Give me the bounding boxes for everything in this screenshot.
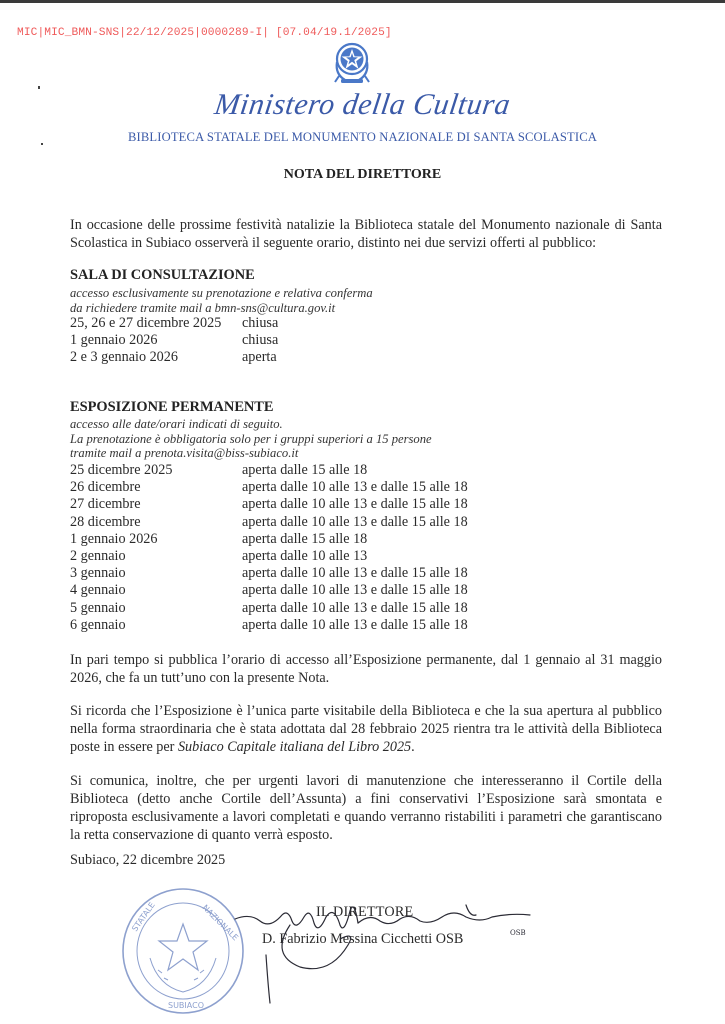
paragraph-exhibition-reminder <box>70 702 662 756</box>
schedule-status: aperta dalle 15 alle 18 <box>242 462 368 478</box>
esposizione-note-line: accesso alle date/orari indicati di seguito. <box>70 417 283 431</box>
schedule-status: aperta dalle 10 alle 13 <box>242 547 368 564</box>
schedule-date: 25 dicembre 2025 <box>70 462 173 478</box>
ministry-name: Ministero della Cultura <box>212 88 513 121</box>
schedule-status: chiusa <box>242 315 279 331</box>
schedule-date: 1 gennaio 2026 <box>70 332 158 349</box>
place-and-date: Subiaco, 22 dicembre 2025 <box>70 852 226 868</box>
esposizione-note-line: La prenotazione è obbligatoria solo per i gruppi superiori a 15 persone <box>70 431 432 446</box>
sala-note-email: da richiedere tramite mail a bmn-sns@cultura.gov.it <box>70 300 336 315</box>
svg-text:STATALE: STATALE <box>130 900 157 934</box>
esposizione-heading: ESPOSIZIONE PERMANENTE <box>70 399 274 415</box>
schedule-status: aperta dalle 10 alle 13 e dalle 15 alle 18 <box>242 565 468 582</box>
signatory-name: D. Fabrizio Messina Cicchetti OSB <box>262 931 464 947</box>
paragraph-maintenance-notice: Si comunica, inoltre, che per urgenti lavori di manutenzione che interesseranno il Cortile della Biblioteca (detto anche Cortile dell’Assunta) a fini conservativi l’Esposizione sarà smontata e riproposta esclusivamente a lavori completati e quando verranno ristabiliti i parametri che garantiscano la retta conservazione di quanto verrà esposto. <box>70 773 662 843</box>
sala-heading: SALA DI CONSULTAZIONE <box>70 267 255 283</box>
schedule-date: 5 gennaio <box>70 599 126 616</box>
schedule-date: 27 dicembre <box>70 496 141 513</box>
schedule-status: aperta dalle 10 alle 13 e dalle 15 alle 18 <box>242 496 468 513</box>
schedule-date: 26 dicembre <box>70 479 141 496</box>
institution-name: BIBLIOTECA STATALE DEL MONUMENTO NAZIONALE DI SANTA SCOLASTICA <box>127 130 598 144</box>
svg-text:SUBIACO: SUBIACO <box>168 1001 204 1010</box>
esposizione-note-email: tramite mail a prenota.visita@biss-subiaco.it <box>70 446 299 460</box>
schedule-date: 28 dicembre <box>70 513 141 530</box>
schedule-status: aperta <box>242 349 277 366</box>
svg-text:NAZIONALE: NAZIONALE <box>200 903 240 943</box>
schedule-status: aperta dalle 10 alle 13 e dalle 15 alle 18 <box>242 616 468 633</box>
event-name: Subiaco Capitale italiana del Libro 2025 <box>177 739 412 755</box>
sala-notes <box>70 286 373 315</box>
signatory-title: IL DIRETTORE <box>316 904 414 920</box>
paragraph-text: . <box>411 739 415 755</box>
schedule-date: 1 gennaio 2026 <box>70 530 158 547</box>
paragraph-schedule-publication: In pari tempo si pubblica l’orario di accesso all’Esposizione permanente, dal 1 gennaio al 31 maggio 2026, che fa un tutt’uno con la presente Nota. <box>70 652 662 686</box>
official-seal-stamp-icon <box>118 886 248 1016</box>
signature-suffix: OSB <box>510 929 526 937</box>
intro-paragraph: In occasione delle prossime festività natalizie la Biblioteca statale del Monumento nazionale di Santa Scolastica in Subiaco osserverà il seguente orario, distinto nei due servizi offerti al pubblico: <box>70 217 662 251</box>
schedule-date: 4 gennaio <box>70 582 126 599</box>
paragraph-text: Si ricorda che l’Esposizione è l’unica parte visitabile della Biblioteca e che la sua apertura al pubblico nella forma straordinaria che è stata adottata dal 28 febbraio 2025 rientra tra le attività della Biblioteca poste in essere per <box>70 703 662 755</box>
schedule-status: aperta dalle 10 alle 13 e dalle 15 alle 18 <box>242 599 468 616</box>
schedule-date: 2 e 3 gennaio 2026 <box>70 349 178 366</box>
schedule-status: chiusa <box>242 332 279 349</box>
protocol-stamp: MIC|MIC_BMN-SNS|22/12/2025|0000289-I| [07.04/19.1/2025] <box>17 27 392 39</box>
italian-republic-emblem-icon <box>329 38 375 88</box>
schedule-date: 25, 26 e 27 dicembre 2025 <box>70 315 222 331</box>
document-title: NOTA DEL DIRETTORE <box>283 167 442 182</box>
schedule-date: 2 gennaio <box>70 547 126 564</box>
schedule-date: 6 gennaio <box>70 616 126 633</box>
esposizione-notes <box>70 417 432 461</box>
schedule-status: aperta dalle 10 alle 13 e dalle 15 alle 18 <box>242 479 468 496</box>
scan-speck <box>38 86 40 89</box>
schedule-date: 3 gennaio <box>70 565 126 582</box>
scan-speck <box>41 143 43 145</box>
schedule-status: aperta dalle 10 alle 13 e dalle 15 alle 18 <box>242 513 468 530</box>
schedule-status: aperta dalle 10 alle 13 e dalle 15 alle 18 <box>242 582 468 599</box>
sala-note-line: accesso esclusivamente su prenotazione e relativa conferma <box>70 286 373 300</box>
viewer-top-border <box>0 0 725 3</box>
schedule-status: aperta dalle 15 alle 18 <box>242 530 368 547</box>
